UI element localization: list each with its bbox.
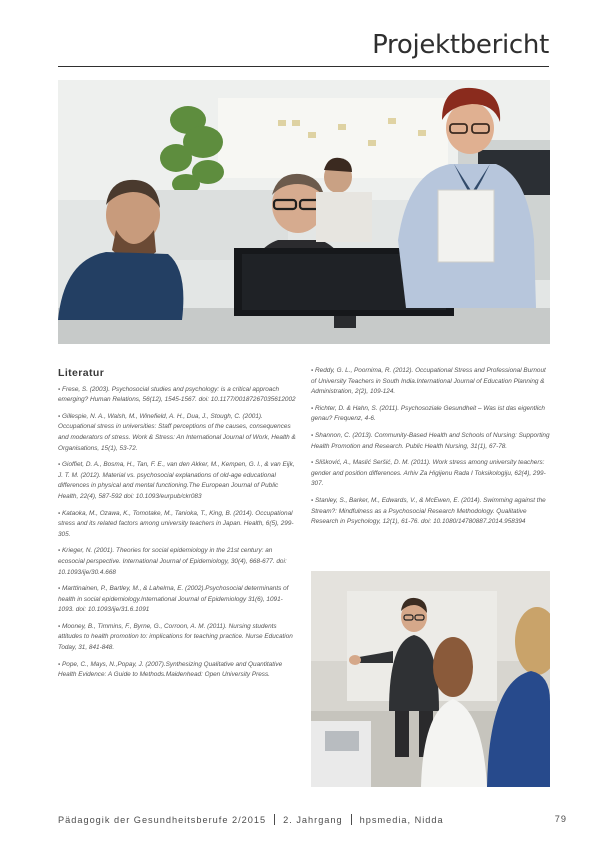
bullet: ▪ (58, 585, 63, 593)
footer-year: 2. Jahrgang (283, 815, 343, 825)
reference-text: Krieger, N. (2001). Theories for social epidemiology in the 21st century: an ecosocial perspective. International Journal of Epidemiology, 30(4), 668-677. doi: 10.1093/ije/30.4.668 (58, 547, 287, 576)
literature-column-right (311, 366, 550, 534)
reference-item (311, 404, 550, 425)
section-heading: Literatur (58, 367, 105, 379)
bullet: ▪ (58, 412, 63, 420)
reference-text: Pope, C., Mays, N.,Popay, J. (2007).Synthesizing Qualitative and Quantitative Health Evidence: A Guide to Methods.Maidenhead: Open University Press. (58, 660, 283, 679)
footer-publisher: hpsmedia, Nidda (359, 815, 444, 825)
footer-separator (351, 814, 352, 825)
reference-item (311, 458, 550, 490)
page-title: Projektbericht (372, 30, 549, 60)
bullet: ▪ (58, 547, 63, 555)
bullet: ▪ (58, 461, 63, 469)
reference-text: Gioffiet, D. A., Bosma, H., Tan, F. E., van den Akker, M., Kempen, G. I., & van Eijk, J. T. M. (2012). Material vs. psychosocial explanations of old-age educational differences in physical and mental functioning.The European Journal of Public Health, 22(4), 587-592 doi: 10.1093/eurpub/ckr083 (58, 461, 295, 500)
lecture-photo (311, 571, 550, 787)
reference-item (311, 431, 550, 452)
footer-journal: Pädagogik der Gesundheitsberufe 2/2015 (58, 815, 267, 825)
reference-item (58, 460, 296, 502)
bullet: ▪ (58, 385, 63, 393)
bullet: ▪ (311, 404, 316, 412)
reference-item (58, 584, 296, 616)
reference-item (58, 660, 296, 681)
bullet: ▪ (311, 367, 316, 374)
literature-column-left (58, 366, 296, 687)
reference-text: Gillespie, N. A., Walsh, M., Winefield, A. H., Dua, J., Stough, C. (2001). Occupational stress in universities: Staff perceptions of the causes, consequences and moderators of stress. Work & Stress: An International Journal of Work, Health & Organisations, 15(1), 53-72. (58, 412, 296, 452)
bullet: ▪ (58, 622, 63, 630)
reference-item (58, 546, 296, 578)
bullet: ▪ (58, 509, 63, 517)
reference-text: Richter, D. & Hahn, S. (2011). Psychosoziale Gesundheit – Was ist das eigentlich genau? Frequenz, 4-6. (311, 404, 545, 423)
bullet: ▪ (311, 459, 316, 467)
bullet: ▪ (58, 660, 63, 668)
reference-item (311, 496, 550, 528)
reference-text: Marttinainen, P., Bartley, M., & Lahelma, E. (2002).Psychosocial determinants of health in social epidemiology.International Journal of Epidemiology 31(6), 1091-1093. doi: 10.1093/ije/31.6.1091 (58, 585, 289, 614)
reference-text: Kataoka, M., Ozawa, K., Tomotake, M., Tanioka, T., King, B. (2014). Occupational stress and its related factors among university teachers in Japan. Health, 6(5), 299-305. (58, 509, 294, 538)
header-rule (58, 66, 549, 67)
reference-item (58, 412, 296, 454)
reference-text: Mooney, B., Timmins, F., Byrne, G., Corroon, A. M. (2011). Nursing students attitudes to health promotion to: implications for teaching practice. Nurse Education Today, 31, 841-848. (58, 622, 293, 652)
page-footer (58, 814, 567, 825)
page-number: 79 (554, 814, 567, 824)
reference-text: Stanley, S., Barker, M., Edwards, V., & McEwen, E. (2014). Swimming against the Stream?: Mindfulness as a Psychosocial Research Methodology. Qualitative Research in Psychology, 12(1), 61-76. doi: 10.1080/14780887.2014.958394 (311, 496, 546, 526)
reference-text: Reddy, G. L., Poornima, R. (2012). Occupational Stress and Professional Burnout of University Teachers in South India.International Journal of Education Planning & Administration, 2(2), 109-124. (311, 367, 546, 396)
reference-item (58, 622, 296, 654)
reference-item (58, 509, 296, 541)
reference-item (58, 385, 296, 406)
reference-text: Frese, S. (2003). Psychosocial studies and psychology: is a critical approach emerging? Human Relations, 56(12), 1545-1567. doi: 10.1177/00187267035612002 (58, 385, 296, 404)
reference-text: Shannon, C. (2013). Community-Based Health and Schools of Nursing: Supporting Health Promotion and Research. Public Health Nursing, 31(1), 67-78. (311, 431, 550, 450)
bullet: ▪ (311, 496, 316, 504)
footer-info (58, 814, 444, 825)
office-meeting-photo (58, 80, 550, 344)
footer-separator (274, 814, 275, 825)
reference-item (311, 366, 550, 398)
reference-text: Slišković, A., Maslić Seršić, D. M. (2011). Work stress among university teachers: gender and position differences. Arhiv Za Higijenu Rada I Toksikologiju, 62(4), 299-307. (311, 459, 546, 488)
bullet: ▪ (311, 431, 316, 439)
